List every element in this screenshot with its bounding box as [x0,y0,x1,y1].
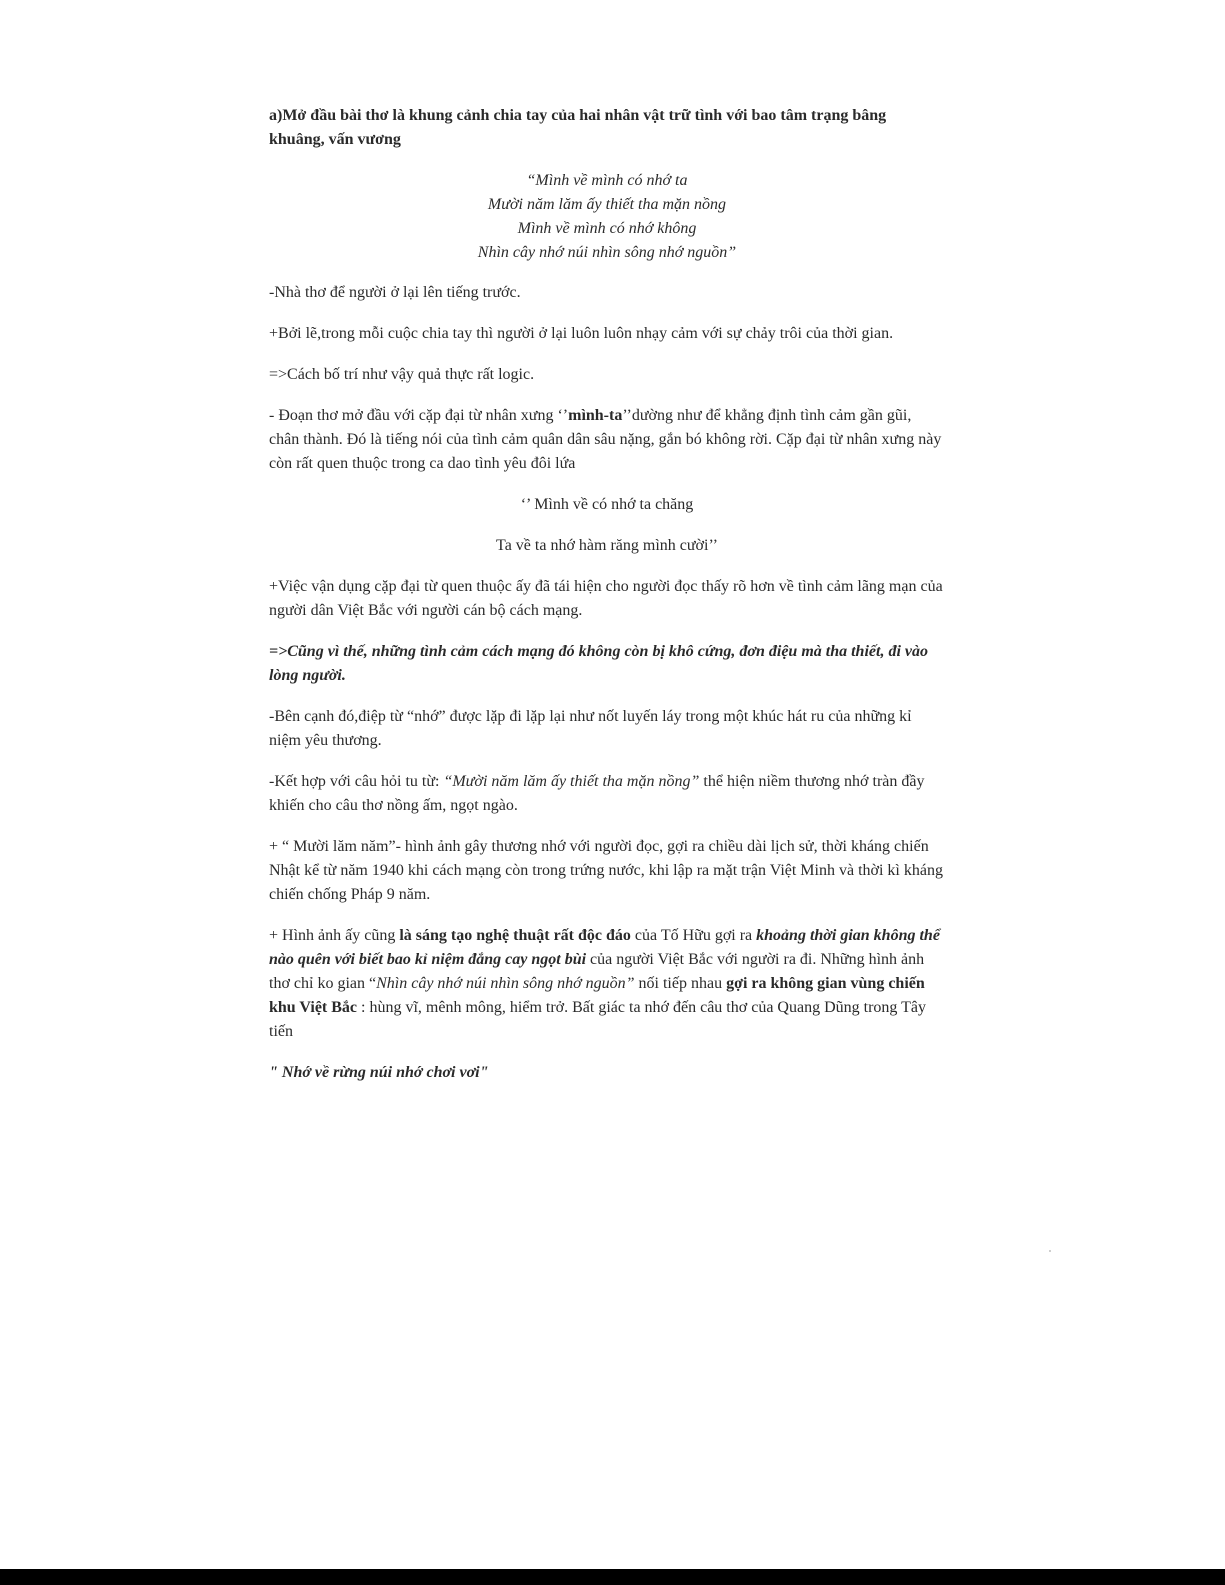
quote-line: " Nhớ về rừng núi nhớ chơi vơi" [269,1064,489,1081]
text-run: + Hình ảnh ấy cũng [269,927,400,944]
paragraph [269,924,945,1044]
text-run-bold: mình-ta [568,407,623,424]
paragraph: +Việc vận dụng cặp đại từ quen thuộc ấy đã tái hiện cho người đọc thấy rõ hơn về tình cảm lãng mạn của người dân Việt Bắc với người cán bộ cách mạng. [269,578,943,619]
text-run: : hùng vĩ, mênh mông, hiểm trở. Bất giác ta nhớ đến câu thơ của Quang Dũng trong Tây tiến [269,999,926,1040]
paragraph: =>Cách bố trí như vậy quả thực rất logic. [269,366,535,383]
text-run-italic: Nhìn cây nhớ núi nhìn sông nhớ nguồn” [376,975,635,992]
text-run-bold: là sáng tạo nghệ thuật rất độc đáo [399,927,631,944]
paragraph: + “ Mười lăm năm”- hình ảnh gây thương nhớ với người đọc, gợi ra chiều dài lịch sử, thời kháng chiến Nhật kể từ năm 1940 khi cách mạng còn trong trứng nước, khi lập ra mặt trận Việt Minh và thời kì kháng chiến chống Pháp 9 năm. [269,838,943,903]
poem-line: Mình về mình có nhớ không [517,220,697,237]
poem-line: Nhìn cây nhớ núi nhìn sông nhớ nguồn” [477,244,737,261]
text-run: ’’dường như để khẳng định tình cảm gần gũi, chân thành. Đó là tiếng nói của tình cảm quân dân sâu nặng, gắn bó không rời. Cặp đại từ nhân xưng này còn rất quen thuộc trong ca dao tình yêu đôi lứa [269,407,942,472]
poem-excerpt [269,169,945,265]
text-run: nối tiếp nhau [634,975,727,992]
text-run-bold-italic: khoảng thời gian không thể nào quên với biết bao kỉ niệm đắng cay ngọt bùi [269,927,940,968]
conclusion-paragraph: =>Cũng vì thế, những tình cảm cách mạng đó không còn bị khô cứng, đơn điệu mà tha thiết, đi vào lòng người. [269,643,928,684]
paragraph: -Bên cạnh đó,điệp từ “nhớ” được lặp đi lặp lại như nốt luyến láy trong một khúc hát ru của những kỉ niệm yêu thương. [269,708,912,749]
text-run: thể hiện niềm thương nhớ tràn đầy khiến cho câu thơ nồng ấm, ngọt ngào. [269,773,925,814]
section-heading: a)Mở đầu bài thơ là khung cảnh chia tay của hai nhân vật trữ tình với bao tâm trạng bâng khuâng, vấn vương [269,107,887,148]
paragraph: -Nhà thơ để người ở lại lên tiếng trước. [269,284,521,301]
paragraph: +Bởi lẽ,trong mỗi cuộc chia tay thì người ở lại luôn luôn nhạy cảm với sự chảy trôi của thời gian. [269,325,894,342]
folk-verse-line: ‘’ Mình về có nhớ ta chăng [520,496,694,513]
folk-verse-line: Ta về ta nhớ hàm răng mình cười’’ [496,537,718,554]
text-run: của Tố Hữu gợi ra [630,927,757,944]
text-run: của người Việt Bắc với người ra đi. Những hình ảnh thơ chỉ ko gian “ [269,951,925,992]
scan-bottom-border [0,1569,1225,1585]
paragraph [269,770,945,818]
text-run-italic: “Mười năm lăm ấy thiết tha mặn nồng” [443,773,700,790]
text-run-bold: gợi ra không gian vùng chiến khu Việt Bắc [269,975,925,1016]
poem-line: “Mình về mình có nhớ ta [526,172,688,189]
text-run: -Kết hợp với câu hỏi tu từ: [269,773,444,790]
document-page [269,104,945,1102]
paragraph [269,404,945,476]
text-run: - Đoạn thơ mở đầu với cặp đại từ nhân xưng ‘’ [269,407,569,424]
scan-speck [1049,1250,1051,1252]
poem-line: Mười năm lăm ấy thiết tha mặn nồng [487,196,727,213]
